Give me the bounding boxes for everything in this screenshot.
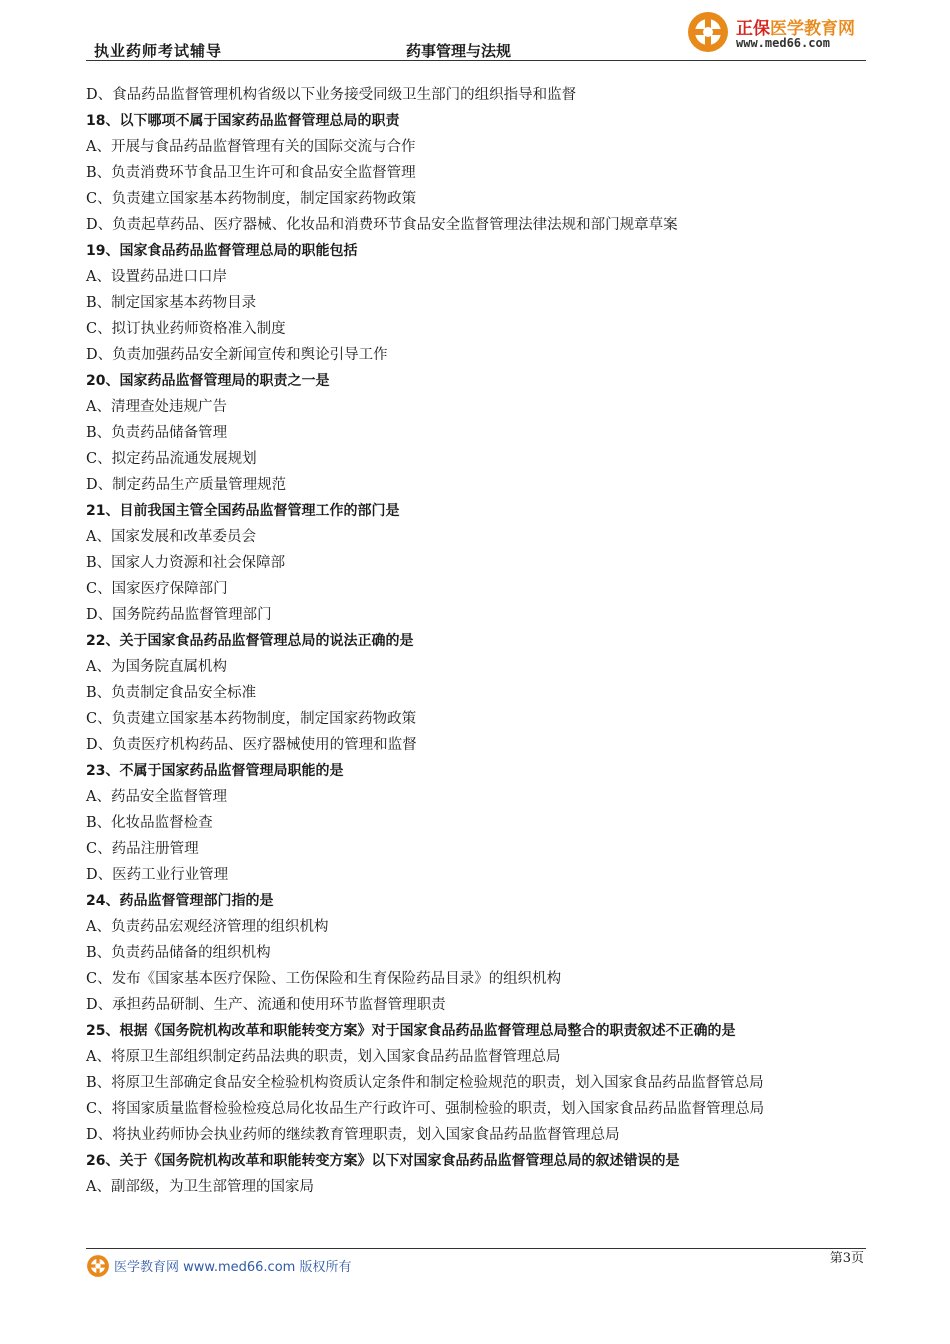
answer-option: C、发布《国家基本医疗保险、工伤保险和生育保险药品目录》的组织机构 (86, 971, 562, 987)
answer-option: A、将原卫生部组织制定药品法典的职责，划入国家食品药品监督管理总局 (86, 1049, 561, 1065)
question-stem: 20、国家药品监督管理局的职责之一是 (86, 373, 330, 389)
answer-option: C、国家医疗保障部门 (86, 581, 228, 597)
question-list (86, 82, 876, 1200)
answer-option: C、负责建立国家基本药物制度，制定国家药物政策 (86, 711, 417, 727)
answer-option: A、副部级，为卫生部管理的国家局 (86, 1179, 314, 1195)
answer-option: A、开展与食品药品监督管理有关的国际交流与合作 (86, 139, 416, 155)
answer-option: D、负责加强药品安全新闻宣传和舆论引导工作 (86, 347, 388, 363)
brand-logo (686, 10, 862, 56)
answer-option: C、拟定药品流通发展规划 (86, 451, 257, 467)
question-stem: 21、目前我国主管全国药品监督管理工作的部门是 (86, 503, 400, 519)
question-stem: 19、国家食品药品监督管理总局的职能包括 (86, 243, 358, 259)
logo-url: www.med66.com (736, 36, 830, 50)
answer-option: D、负责起草药品、医疗器械、化妆品和消费环节食品安全监督管理法律法规和部门规章草案 (86, 217, 678, 233)
answer-option: D、食品药品监督管理机构省级以下业务接受同级卫生部门的组织指导和监督 (86, 87, 577, 103)
answer-option: B、负责制定食品安全标准 (86, 685, 257, 701)
page-number: 第3页 (829, 1251, 864, 1266)
answer-option: A、清理查处违规广告 (86, 399, 227, 415)
answer-option: C、将国家质量监督检验检疫总局化妆品生产行政许可、强制检验的职责，划入国家食品药品监督管理总局 (86, 1101, 765, 1117)
answer-option: B、将原卫生部确定食品安全检验机构资质认定条件和制定检验规范的职责，划入国家食品药品监督管总局 (86, 1075, 764, 1091)
answer-option: D、将执业药师协会执业药师的继续教育管理职责，划入国家食品药品监督管理总局 (86, 1127, 620, 1143)
answer-option: C、药品注册管理 (86, 841, 199, 857)
footer-copyright: 医学教育网 www.med66.com 版权所有 (114, 1260, 352, 1275)
answer-option: B、国家人力资源和社会保障部 (86, 555, 286, 571)
page-header (86, 8, 866, 61)
question-stem: 25、根据《国务院机构改革和职能转变方案》对于国家食品药品监督管理总局整合的职责叙述不正确的是 (86, 1023, 736, 1039)
header-left-title: 执业药师考试辅导 (94, 42, 223, 60)
answer-option: C、负责建立国家基本药物制度，制定国家药物政策 (86, 191, 417, 207)
answer-option: D、制定药品生产质量管理规范 (86, 477, 287, 493)
footer-logo-icon (86, 1254, 110, 1278)
logo-brand-rest: 医学教育网 (770, 19, 855, 39)
answer-option: A、设置药品进口口岸 (86, 269, 227, 285)
answer-option: D、负责医疗机构药品、医疗器械使用的管理和监督 (86, 737, 417, 753)
answer-option: A、国家发展和改革委员会 (86, 529, 256, 545)
footer-divider (86, 1248, 866, 1249)
question-stem: 23、不属于国家药品监督管理局职能的是 (86, 763, 344, 779)
answer-option: D、国务院药品监督管理部门 (86, 607, 272, 623)
answer-option: B、制定国家基本药物目录 (86, 295, 257, 311)
answer-option: B、负责消费环节食品卫生许可和食品安全监督管理 (86, 165, 416, 181)
answer-option: B、化妆品监督检查 (86, 815, 213, 831)
question-stem: 24、药品监督管理部门指的是 (86, 893, 274, 909)
logo-emblem-icon (686, 10, 730, 54)
header-subject-title: 药事管理与法规 (406, 42, 512, 60)
answer-option: A、为国务院直属机构 (86, 659, 227, 675)
answer-option: D、承担药品研制、生产、流通和使用环节监督管理职责 (86, 997, 446, 1013)
logo-brand-zhengbao: 正保 (736, 19, 770, 39)
answer-option: B、负责药品储备管理 (86, 425, 228, 441)
question-stem: 18、以下哪项不属于国家药品监督管理总局的职责 (86, 113, 400, 129)
answer-option: A、负责药品宏观经济管理的组织机构 (86, 919, 329, 935)
answer-option: D、医药工业行业管理 (86, 867, 229, 883)
answer-option: C、拟订执业药师资格准入制度 (86, 321, 286, 337)
question-stem: 22、关于国家食品药品监督管理总局的说法正确的是 (86, 633, 414, 649)
answer-option: B、负责药品储备的组织机构 (86, 945, 271, 961)
question-stem: 26、关于《国务院机构改革和职能转变方案》以下对国家食品药品监督管理总局的叙述错误的是 (86, 1153, 680, 1169)
answer-option: A、药品安全监督管理 (86, 789, 227, 805)
